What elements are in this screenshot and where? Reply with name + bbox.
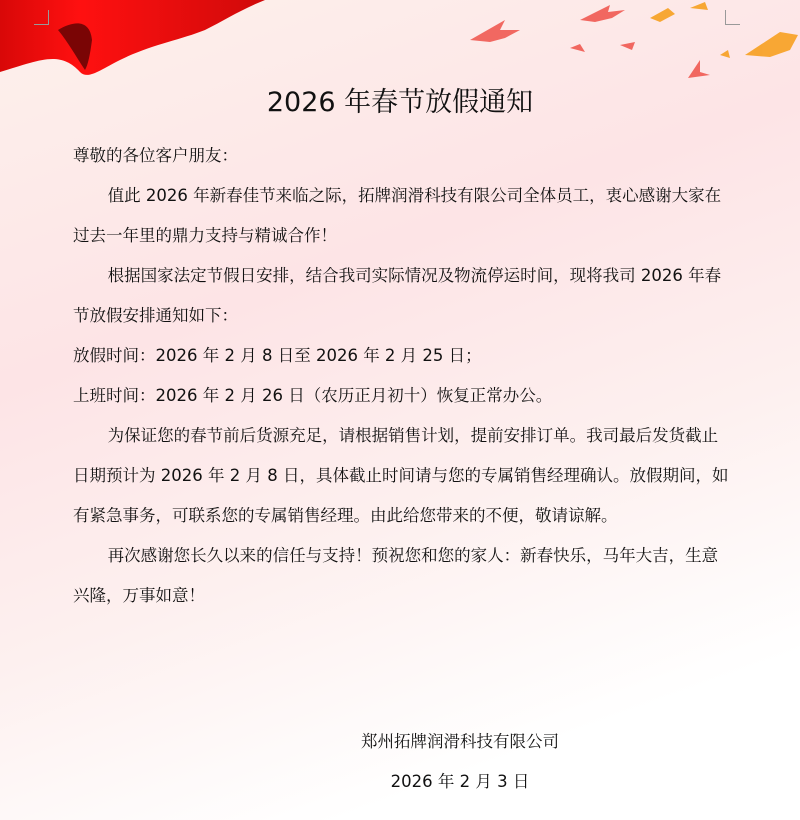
paragraph: 为保证您的春节前后货源充足，请根据销售计划，提前安排订单。我司最后发货截止日期预计为 2026 年 2 月 8 日，具体截止时间请与您的专属销售经理确认。放假期间，如有紧急事务，可联系您的专属销售经理。由此给您带来的不便，敬请谅解。 bbox=[73, 426, 729, 525]
page-title: 2026 年春节放假通知 bbox=[266, 87, 534, 118]
notice-body bbox=[73, 136, 729, 616]
paragraph: 根据国家法定节假日安排，结合我司实际情况及物流停运时间，现将我司 2026 年春节放假安排通知如下： bbox=[73, 266, 722, 325]
greeting: 尊敬的各位客户朋友： bbox=[73, 146, 238, 165]
margin-mark bbox=[34, 10, 49, 25]
holiday-period: 放假时间：2026 年 2 月 8 日至 2026 年 2 月 25 日； bbox=[73, 346, 482, 365]
paragraph: 值此 2026 年新春佳节来临之际，拓牌润滑科技有限公司全体员工，衷心感谢大家在过去一年里的鼎力支持与精诚合作！ bbox=[73, 186, 722, 245]
work-resume: 上班时间：2026 年 2 月 26 日（农历正月初十）恢复正常办公。 bbox=[73, 386, 553, 405]
signature-date: 2026 年 2 月 3 日 bbox=[390, 772, 530, 791]
margin-mark bbox=[725, 10, 740, 25]
paragraph: 再次感谢您长久以来的信任与支持！预祝您和您的家人：新春快乐，马年大吉，生意兴隆，万事如意！ bbox=[73, 546, 719, 605]
bird-icon bbox=[650, 2, 798, 58]
signature-company: 郑州拓牌润滑科技有限公司 bbox=[361, 732, 559, 751]
bird-icon bbox=[470, 5, 710, 78]
